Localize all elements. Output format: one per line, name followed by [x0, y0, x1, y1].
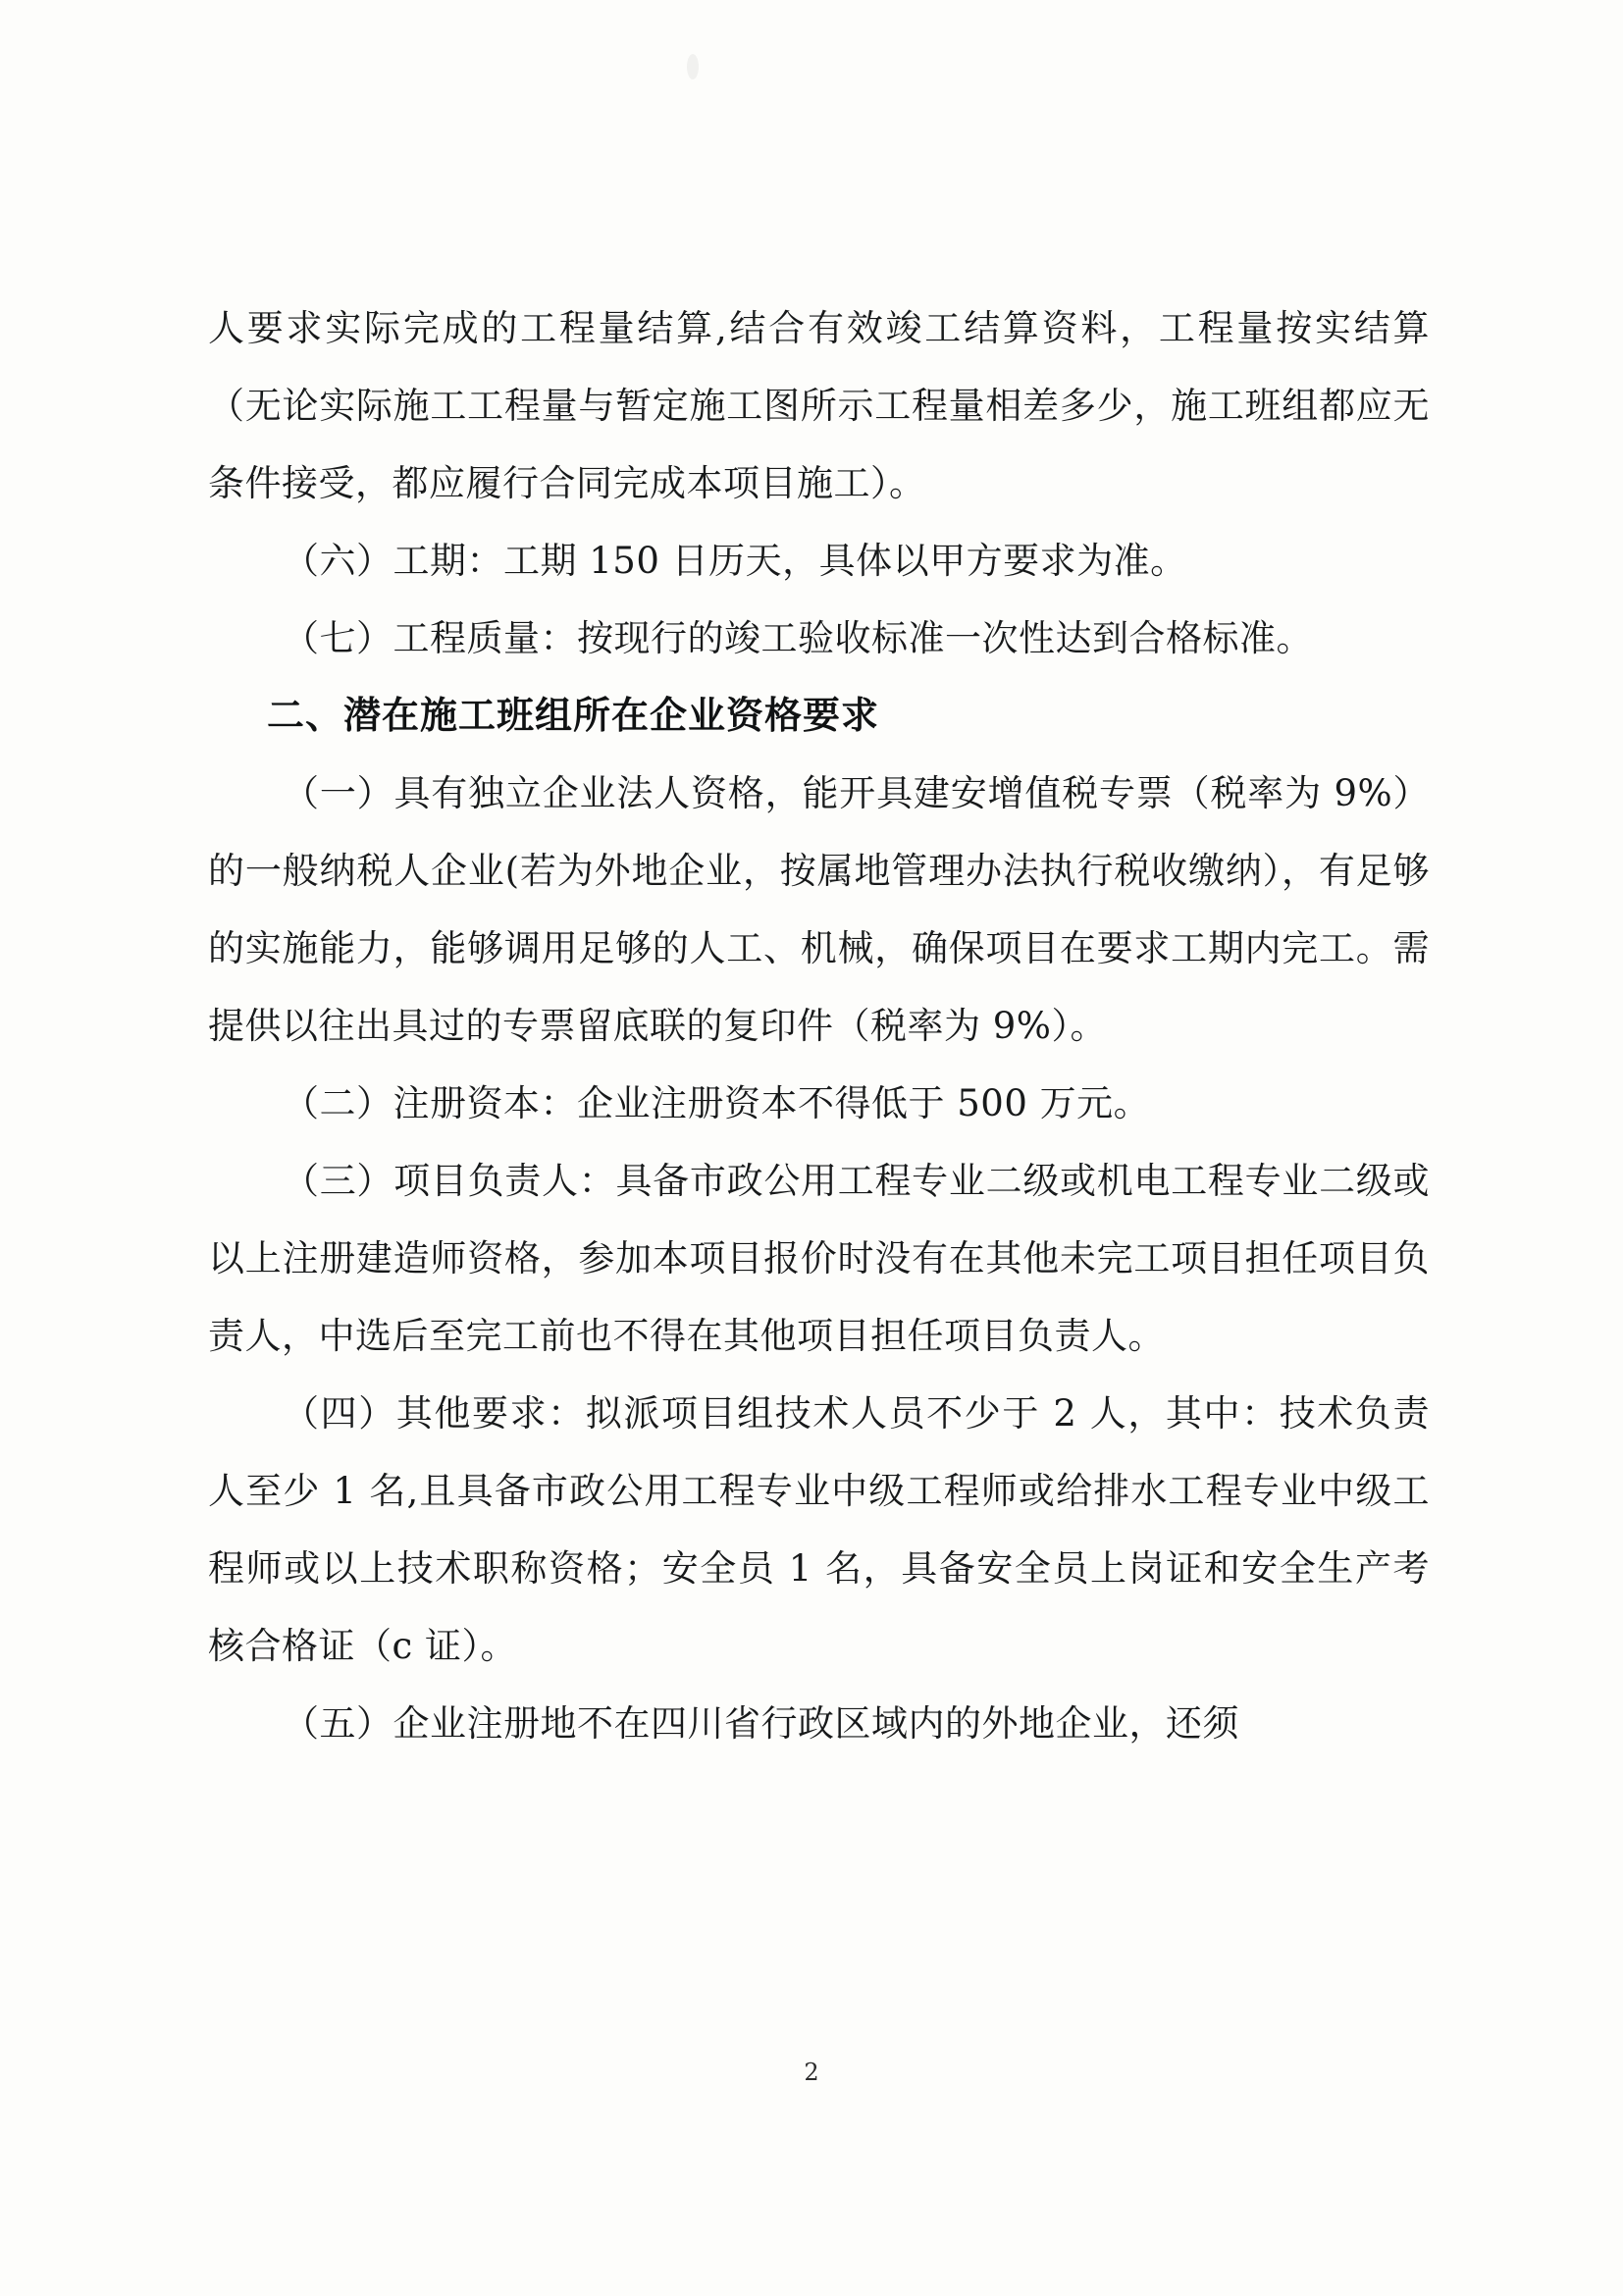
page-number: 2	[804, 2059, 819, 2086]
paragraph-qualification-five: （五）企业注册地不在四川省行政区域内的外地企业，还须	[283, 1702, 1239, 1745]
paragraph-qualification-four: （四）其他要求：拟派项目组技术人员不少于 2 人，其中：技术负责人至少 1 名,且具备市政公用工程专业中级工程师或给排水工程专业中级工程师或以上技术职称资格；安全员 1 名，具备安全员上岗证和安全生产考核合格证（c 证）。	[208, 1392, 1430, 1667]
document-body	[208, 289, 1430, 1762]
section-heading-two: 二、潜在施工班组所在企业资格要求	[267, 694, 880, 737]
paragraph-qualification-one: （一）具有独立企业法人资格，能开具建安增值税专票（税率为 9%）的一般纳税人企业(若为外地企业，按属地管理办法执行税收缴纳），有足够的实施能力，能够调用足够的人工、机械，确保项目在要求工期内完工。需提供以往出具过的专票留底联的复印件（税率为 9%）。	[208, 772, 1430, 1047]
paragraph-item-six: （六）工期：工期 150 日历天，具体以甲方要求为准。	[283, 540, 1187, 582]
paragraph-qualification-two: （二）注册资本：企业注册资本不得低于 500 万元。	[283, 1082, 1151, 1124]
paragraph-item-seven: （七）工程质量：按现行的竣工验收标准一次性达到合格标准。	[283, 617, 1313, 659]
paragraph-qualification-three: （三）项目负责人：具备市政公用工程专业二级或机电工程专业二级或以上注册建造师资格，参加本项目报价时没有在其他未完工项目担任项目负责人，中选后至完工前也不得在其他项目担任项目负责人。	[208, 1160, 1430, 1357]
paper-smudge	[687, 54, 699, 79]
paragraph-continued: 人要求实际完成的工程量结算,结合有效竣工结算资料，工程量按实结算（无论实际施工工程量与暂定施工图所示工程量相差多少，施工班组都应无条件接受，都应履行合同完成本项目施工）。	[208, 307, 1430, 504]
